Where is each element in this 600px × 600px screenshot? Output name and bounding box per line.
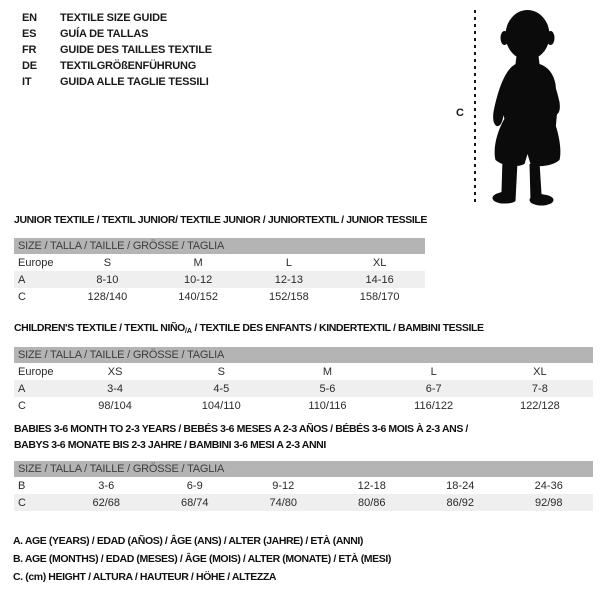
children-header-row [14, 363, 593, 380]
junior-size-bar: SIZE / TALLA / TAILLE / GRÖSSE / TAGLIA [14, 238, 425, 254]
age-value: 18-24 [446, 479, 475, 492]
children-section-title [14, 322, 484, 334]
children-size-table [14, 363, 593, 414]
size-label: S [217, 365, 225, 378]
height-value: 80/86 [328, 494, 417, 511]
age-value: 7-8 [487, 380, 593, 397]
age-value: 8-10 [62, 271, 153, 288]
age-value: 3-4 [62, 380, 168, 397]
size-label: M [322, 365, 333, 378]
age-value: 3-6 [98, 479, 115, 492]
row-key: C [18, 399, 26, 412]
babies-height-row [14, 494, 593, 511]
junior-size-table [14, 254, 425, 305]
row-key: A [14, 380, 62, 397]
children-height-row [14, 397, 593, 414]
age-value: 4-5 [168, 380, 274, 397]
guide-title-de: TEXTILGRÖßENFÜHRUNG [60, 60, 197, 72]
age-value: 6-9 [186, 479, 203, 492]
legend-block [13, 532, 391, 586]
language-title-block [22, 10, 212, 90]
language-row-fr [22, 42, 212, 58]
children-title-part2: / TEXTILE DES ENFANTS / KINDERTEXTIL / BAMBINI TESSILE [191, 322, 484, 334]
region-label: Europe [18, 256, 54, 269]
age-value: 12-18 [357, 479, 386, 492]
height-value: 158/170 [359, 290, 400, 303]
children-title-subscript: /A [184, 328, 192, 335]
legend-height-cm: C. (cm) HEIGHT / ALTURA / HAUTEUR / HÖHE / ALTEZZA [13, 571, 277, 583]
language-code: FR [22, 44, 37, 56]
height-value: 68/74 [151, 494, 240, 511]
size-label: XL [533, 365, 547, 378]
language-row-it [22, 74, 212, 90]
junior-height-row [14, 288, 425, 305]
legend-age-years: A. AGE (YEARS) / EDAD (AÑOS) / ÂGE (ANS) / ALTER (JAHRE) / ETÀ (ANNI) [13, 535, 364, 547]
language-code: EN [22, 12, 37, 24]
language-code: ES [22, 28, 37, 40]
age-value: 10-12 [153, 271, 244, 288]
age-value: 5-6 [274, 380, 380, 397]
height-value: 116/122 [414, 399, 454, 412]
language-code: DE [22, 60, 37, 72]
age-value: 9-12 [272, 479, 295, 492]
height-value: 92/98 [505, 494, 594, 511]
height-value: 86/92 [416, 494, 505, 511]
guide-title-fr: GUIDE DES TAILLES TEXTILE [60, 44, 212, 56]
row-key: C [18, 290, 26, 303]
height-value: 62/68 [62, 494, 151, 511]
language-row-de [22, 58, 212, 74]
babies-section-title-line2: BABYS 3-6 MONATE BIS 2-3 JAHRE / BAMBINI 3-6 MESI A 2-3 ANNI [14, 439, 326, 451]
height-value: 98/104 [98, 399, 132, 412]
children-age-row [14, 380, 593, 397]
children-title-part1: CHILDREN'S TEXTILE / TEXTIL NIÑO [14, 322, 185, 334]
height-value: 128/140 [87, 290, 128, 303]
height-value: 104/110 [201, 399, 241, 412]
row-key: C [14, 494, 62, 511]
height-value: 110/116 [308, 399, 347, 412]
guide-title-en: TEXTILE SIZE GUIDE [60, 12, 168, 24]
row-key: A [14, 271, 62, 288]
babies-section-title-line1: BABIES 3-6 MONTH TO 2-3 YEARS / BEBÉS 3-6 MESES A 2-3 AÑOS / BÉBÉS 3-6 MOIS À 2-3 ANS / [14, 423, 468, 435]
language-row-en [22, 10, 212, 26]
junior-header-row [14, 254, 425, 271]
row-key: B [18, 479, 26, 492]
language-code: IT [22, 76, 32, 88]
age-value: 12-13 [244, 271, 335, 288]
size-label: M [193, 256, 203, 269]
height-value: 74/80 [239, 494, 328, 511]
age-value: 24-36 [534, 479, 563, 492]
language-row-es [22, 26, 212, 42]
guide-title-it: GUIDA ALLE TAGLIE TESSILI [60, 76, 209, 88]
age-value: 14-16 [334, 271, 425, 288]
babies-size-bar: SIZE / TALLA / TAILLE / GRÖSSE / TAGLIA [14, 461, 593, 477]
height-value: 122/128 [519, 399, 560, 412]
guide-title-es: GUÍA DE TALLAS [60, 28, 149, 40]
age-value: 6-7 [381, 380, 487, 397]
size-label: L [430, 365, 437, 378]
size-label: XL [372, 256, 387, 269]
babies-size-table [14, 477, 593, 511]
children-size-bar: SIZE / TALLA / TAILLE / GRÖSSE / TAGLIA [14, 347, 593, 363]
legend-age-months: B. AGE (MONTHS) / EDAD (MESES) / ÂGE (MOIS) / ALTER (MONATE) / ETÀ (MESI) [13, 553, 391, 565]
height-value: 152/158 [268, 290, 309, 303]
region-label: Europe [18, 365, 54, 378]
junior-section-title: JUNIOR TEXTILE / TEXTIL JUNIOR/ TEXTILE JUNIOR / JUNIORTEXTIL / JUNIOR TESSILE [14, 214, 427, 226]
toddler-silhouette-icon [482, 8, 575, 206]
size-label: XS [107, 365, 123, 378]
height-measure-line [474, 10, 476, 206]
size-label: L [285, 256, 292, 269]
size-label: S [103, 256, 112, 269]
babies-age-row [14, 477, 593, 494]
height-marker-label: C [456, 107, 464, 119]
junior-age-row [14, 271, 425, 288]
height-value: 140/152 [178, 290, 218, 303]
